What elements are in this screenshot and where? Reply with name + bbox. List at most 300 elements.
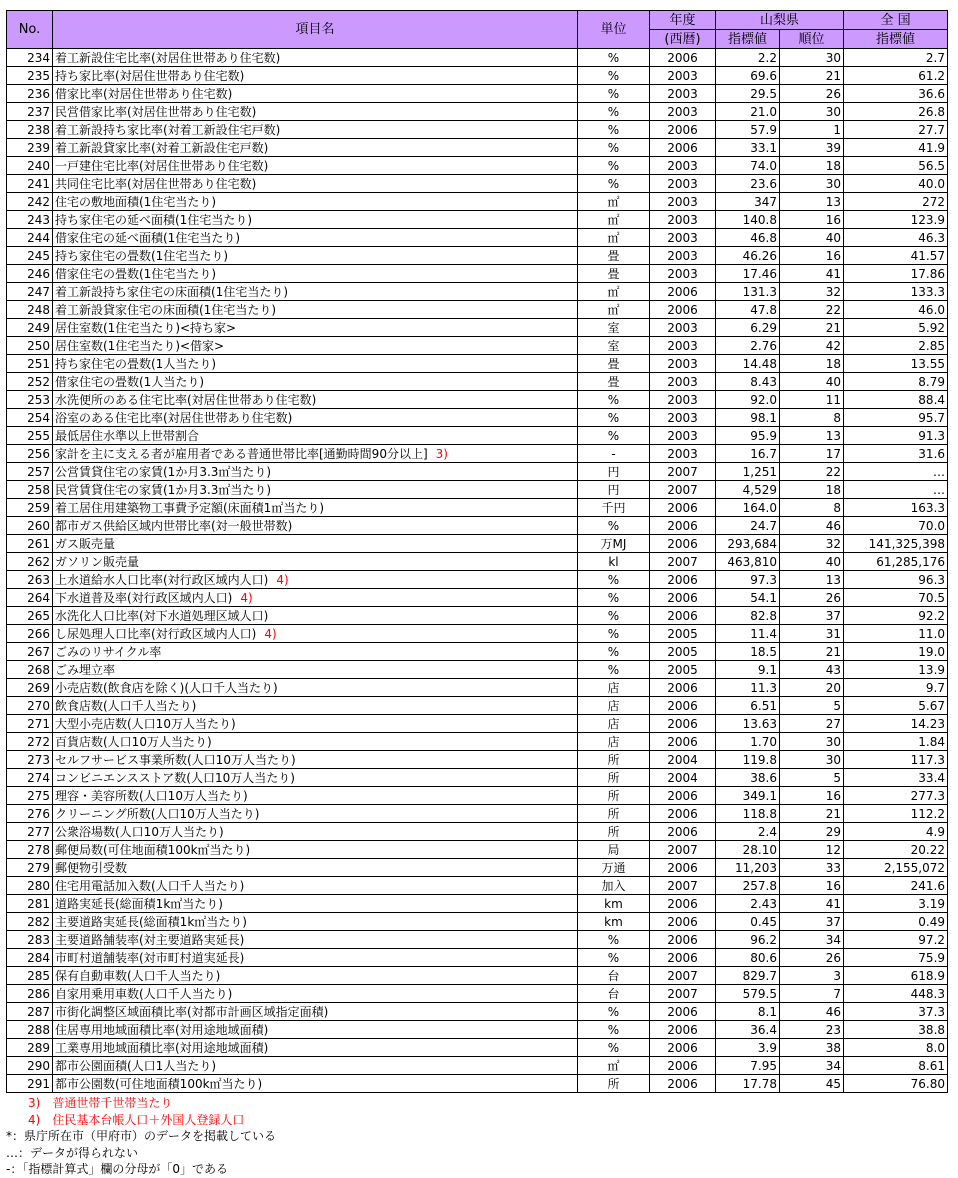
row-note-ref: 4) [240,590,253,605]
row-name-text: 主要道路実延長(総面積1k㎡当たり) [55,914,247,929]
row-no: 265 [7,607,53,625]
row-no: 237 [7,103,53,121]
row-name [53,643,578,661]
row-unit: ㎡ [578,193,650,211]
table-row [7,553,948,571]
row-no: 260 [7,517,53,535]
row-no: 251 [7,355,53,373]
row-rank: 26 [780,949,844,967]
row-no: 288 [7,1021,53,1039]
row-unit: % [578,589,650,607]
row-unit: 円 [578,481,650,499]
row-note-ref: 3) [435,446,448,461]
row-name-text: 民営賃貸住宅の家賃(1か月3.3㎡当たり) [55,482,272,497]
row-year: 2007 [650,967,716,985]
footnote-dots: …：データが得られない [6,1145,139,1160]
row-unit: 台 [578,985,650,1003]
row-name-text: 大型小売店数(人口10万人当たり) [55,716,236,731]
table-row [7,175,948,193]
row-name-text: 浴室のある住宅比率(対居住世帯あり住宅数) [55,410,293,425]
row-indicator: 118.8 [716,805,780,823]
row-year: 2003 [650,157,716,175]
row-name-text: ガス販売量 [55,536,116,551]
row-national: 141,325,398 [844,535,948,553]
row-name [53,229,578,247]
row-name-text: 一戸建住宅比率(対居住世帯あり住宅数) [55,158,269,173]
row-unit: ㎡ [578,301,650,319]
row-name [53,517,578,535]
row-year: 2004 [650,751,716,769]
row-year: 2006 [650,1021,716,1039]
row-year: 2006 [650,607,716,625]
row-rank: 11 [780,391,844,409]
row-name [53,49,578,67]
row-indicator: 1,251 [716,463,780,481]
row-national: 133.3 [844,283,948,301]
row-national: 1.84 [844,733,948,751]
row-no: 274 [7,769,53,787]
row-no: 280 [7,877,53,895]
row-year: 2007 [650,553,716,571]
table-row [7,679,948,697]
row-indicator: 82.8 [716,607,780,625]
row-unit: 万MJ [578,535,650,553]
row-name [53,85,578,103]
row-rank: 30 [780,103,844,121]
row-name-text: 着工新設貸家比率(対着工新設住宅戸数) [55,140,269,155]
table-row [7,283,948,301]
row-national: 88.4 [844,391,948,409]
row-no: 255 [7,427,53,445]
row-name-text: ガソリン販売量 [55,554,140,569]
row-indicator: 17.78 [716,1075,780,1093]
row-name-text: 工業専用地域面積比率(対用途地域面積) [55,1040,269,1055]
row-unit: 店 [578,679,650,697]
footnote-dash: -：「指標計算式」欄の分母が「0」である [6,1162,228,1176]
table-row [7,1039,948,1057]
row-name [53,211,578,229]
row-unit: % [578,931,650,949]
row-national: 20.22 [844,841,948,859]
row-year: 2006 [650,823,716,841]
table-row [7,1021,948,1039]
row-no: 238 [7,121,53,139]
row-indicator: 4,529 [716,481,780,499]
row-national: 163.3 [844,499,948,517]
row-national: 75.9 [844,949,948,967]
table-row [7,1057,948,1075]
row-no: 245 [7,247,53,265]
table-row [7,895,948,913]
row-indicator: 33.1 [716,139,780,157]
row-national: … [844,463,948,481]
row-indicator: 47.8 [716,301,780,319]
row-no: 283 [7,931,53,949]
header-year: 年度 [650,11,716,30]
row-unit: % [578,1003,650,1021]
row-national: 46.0 [844,301,948,319]
row-name [53,931,578,949]
row-name-text: 持ち家住宅の延べ面積(1住宅当たり) [55,212,252,227]
row-name-text: 持ち家住宅の畳数(1住宅当たり) [55,248,228,263]
row-national: 91.3 [844,427,948,445]
row-rank: 46 [780,517,844,535]
row-year: 2006 [650,1039,716,1057]
row-no: 266 [7,625,53,643]
row-indicator: 6.29 [716,319,780,337]
table-row [7,859,948,877]
table-row [7,211,948,229]
row-no: 279 [7,859,53,877]
row-unit: 畳 [578,265,650,283]
row-rank: 41 [780,265,844,283]
row-unit: ㎡ [578,229,650,247]
row-no: 263 [7,571,53,589]
row-rank: 3 [780,967,844,985]
table-row [7,643,948,661]
row-no: 243 [7,211,53,229]
row-no: 290 [7,1057,53,1075]
header-no: No. [7,11,53,49]
row-year: 2003 [650,85,716,103]
row-no: 291 [7,1075,53,1093]
row-name-text: 最低居住水準以上世帯割合 [55,428,200,443]
row-name-text: 市町村道舗装率(対市町村道実延長) [55,950,245,965]
table-row [7,931,948,949]
row-unit: 台 [578,967,650,985]
row-unit: 所 [578,805,650,823]
row-name-text: 持ち家住宅の畳数(1人当たり) [55,356,216,371]
row-name [53,607,578,625]
row-no: 272 [7,733,53,751]
row-name [53,481,578,499]
row-name [53,1075,578,1093]
row-name-text: 公営賃貸住宅の家賃(1か月3.3㎡当たり) [55,464,272,479]
row-indicator: 349.1 [716,787,780,805]
row-name-text: 居住室数(1住宅当たり)<借家> [55,338,225,353]
row-name [53,751,578,769]
row-indicator: 2.76 [716,337,780,355]
row-rank: 31 [780,625,844,643]
row-no: 289 [7,1039,53,1057]
row-rank: 18 [780,355,844,373]
row-indicator: 2.2 [716,49,780,67]
row-indicator: 257.8 [716,877,780,895]
row-unit: % [578,139,650,157]
row-unit: % [578,607,650,625]
header-year-sub: (西暦) [650,30,716,49]
row-indicator: 21.0 [716,103,780,121]
row-rank: 40 [780,229,844,247]
table-body [7,49,948,1093]
row-year: 2007 [650,877,716,895]
row-name [53,841,578,859]
row-rank: 32 [780,535,844,553]
table-row [7,715,948,733]
row-indicator: 18.5 [716,643,780,661]
row-rank: 40 [780,373,844,391]
row-no: 244 [7,229,53,247]
table-row [7,373,948,391]
row-national: 8.0 [844,1039,948,1057]
table-row [7,337,948,355]
row-year: 2006 [650,895,716,913]
row-unit: % [578,571,650,589]
row-name [53,373,578,391]
row-name [53,679,578,697]
table-row [7,805,948,823]
row-unit: 所 [578,1075,650,1093]
row-indicator: 1.70 [716,733,780,751]
row-unit: % [578,391,650,409]
row-indicator: 17.46 [716,265,780,283]
row-unit: 畳 [578,247,650,265]
row-national: 97.2 [844,931,948,949]
row-indicator: 3.9 [716,1039,780,1057]
row-name [53,409,578,427]
row-year: 2007 [650,985,716,1003]
row-no: 273 [7,751,53,769]
row-rank: 23 [780,1021,844,1039]
row-rank: 30 [780,751,844,769]
row-name-text: 住居専用地域面積比率(対用途地域面積) [55,1022,269,1037]
row-name-text: 着工新設持ち家比率(対着工新設住宅戸数) [55,122,281,137]
table-row [7,319,948,337]
row-unit: 店 [578,697,650,715]
row-no: 262 [7,553,53,571]
row-national: 241.6 [844,877,948,895]
row-indicator: 24.7 [716,517,780,535]
row-name-text: ごみのリサイクル率 [55,644,162,659]
table-row [7,409,948,427]
row-year: 2003 [650,175,716,193]
row-name [53,157,578,175]
row-name-text: 道路実延長(総面積1k㎡当たり) [55,896,223,911]
row-unit: 店 [578,715,650,733]
row-no: 258 [7,481,53,499]
table-row [7,841,948,859]
row-unit: 畳 [578,355,650,373]
row-year: 2003 [650,355,716,373]
row-year: 2003 [650,103,716,121]
row-national: 2.85 [844,337,948,355]
row-indicator: 164.0 [716,499,780,517]
row-national: 13.9 [844,661,948,679]
table-row [7,661,948,679]
row-year: 2003 [650,211,716,229]
row-name-text: 住宅用電話加入数(人口千人当たり) [55,878,245,893]
row-unit: 室 [578,337,650,355]
row-unit: 店 [578,733,650,751]
row-indicator: 97.3 [716,571,780,589]
row-national: 37.3 [844,1003,948,1021]
header-national: 全 国 [844,11,948,30]
row-name-text: 共同住宅比率(対居住世帯あり住宅数) [55,176,257,191]
row-name [53,193,578,211]
row-year: 2006 [650,697,716,715]
row-rank: 30 [780,49,844,67]
row-national: 96.3 [844,571,948,589]
row-name-text: 小売店数(飲食店を除く)(人口千人当たり) [55,680,278,695]
row-name [53,859,578,877]
row-year: 2006 [650,715,716,733]
row-name-text: 持ち家比率(対居住世帯あり住宅数) [55,68,245,83]
table-row [7,787,948,805]
row-indicator: 11,203 [716,859,780,877]
row-year: 2006 [650,733,716,751]
row-no: 257 [7,463,53,481]
table-row [7,463,948,481]
row-national: 11.0 [844,625,948,643]
header-row-top [7,11,948,30]
row-rank: 27 [780,715,844,733]
row-national: 95.7 [844,409,948,427]
table-row [7,85,948,103]
row-no: 267 [7,643,53,661]
table-row [7,301,948,319]
table-row [7,571,948,589]
row-name-text: コンビニエンスストア数(人口10万人当たり) [55,770,295,785]
table-row [7,445,948,463]
row-note-ref: 4) [264,626,277,641]
row-indicator: 9.1 [716,661,780,679]
row-name [53,355,578,373]
row-unit: % [578,661,650,679]
row-no: 264 [7,589,53,607]
row-year: 2006 [650,301,716,319]
row-name-text: し尿処理人口比率(対行政区域内人口) [55,626,257,641]
row-national: 56.5 [844,157,948,175]
row-name-text: 保有自動車数(人口千人当たり) [55,968,221,983]
header-prefecture: 山梨県 [716,11,844,30]
row-rank: 34 [780,931,844,949]
row-name-text: 住宅の敷地面積(1住宅当たり) [55,194,216,209]
footnote-star: *：県庁所在市（甲府市）のデータを掲載している [6,1129,277,1143]
row-year: 2006 [650,787,716,805]
row-national: 70.0 [844,517,948,535]
row-name-text: 水洗化人口比率(対下水道処理区域人口) [55,608,269,623]
row-year: 2006 [650,589,716,607]
row-rank: 8 [780,499,844,517]
table-row [7,265,948,283]
row-year: 2003 [650,445,716,463]
row-year: 2006 [650,1075,716,1093]
row-year: 2007 [650,463,716,481]
row-rank: 41 [780,895,844,913]
row-national: 46.3 [844,229,948,247]
row-no: 268 [7,661,53,679]
row-national: 38.8 [844,1021,948,1039]
row-national: 8.79 [844,373,948,391]
row-unit: % [578,49,650,67]
row-no: 286 [7,985,53,1003]
row-name-text: 百貨店数(人口10万人当たり) [55,734,212,749]
row-unit: % [578,103,650,121]
row-rank: 37 [780,913,844,931]
row-indicator: 8.1 [716,1003,780,1021]
row-name [53,589,578,607]
table-row [7,535,948,553]
row-name-text: 着工新設貸家住宅の床面積(1住宅当たり) [55,302,276,317]
row-year: 2005 [650,643,716,661]
row-no: 248 [7,301,53,319]
row-rank: 18 [780,481,844,499]
row-indicator: 57.9 [716,121,780,139]
row-indicator: 347 [716,193,780,211]
row-year: 2003 [650,373,716,391]
row-national: 36.6 [844,85,948,103]
row-year: 2006 [650,931,716,949]
row-unit: 加入 [578,877,650,895]
footnotes [6,1095,947,1178]
row-rank: 39 [780,139,844,157]
row-national: … [844,481,948,499]
row-national: 123.9 [844,211,948,229]
row-name [53,823,578,841]
table-row [7,247,948,265]
table-row [7,967,948,985]
table-row [7,481,948,499]
row-year: 2006 [650,499,716,517]
row-rank: 13 [780,571,844,589]
row-name-text: 自家用乗用車数(人口千人当たり) [55,986,233,1001]
row-name [53,445,578,463]
row-year: 2006 [650,139,716,157]
indicator-table-container [6,10,947,1178]
row-national: 19.0 [844,643,948,661]
row-name [53,967,578,985]
row-national: 277.3 [844,787,948,805]
row-indicator: 0.45 [716,913,780,931]
row-national: 27.7 [844,121,948,139]
row-national: 92.2 [844,607,948,625]
row-indicator: 46.26 [716,247,780,265]
row-rank: 33 [780,859,844,877]
row-indicator: 69.6 [716,67,780,85]
row-name-text: 着工新設住宅比率(対居住世帯あり住宅数) [55,50,281,65]
table-row [7,733,948,751]
table-row [7,769,948,787]
row-name-text: 都市ガス供給区域内世帯比率(対一般世帯数) [55,518,293,533]
row-name [53,337,578,355]
row-unit: 千円 [578,499,650,517]
row-name-text: 居住室数(1住宅当たり)<持ち家> [55,320,237,335]
row-unit: 円 [578,463,650,481]
row-national: 0.49 [844,913,948,931]
row-indicator: 119.8 [716,751,780,769]
row-name [53,121,578,139]
row-rank: 29 [780,823,844,841]
row-national: 5.92 [844,319,948,337]
row-unit: % [578,517,650,535]
row-no: 275 [7,787,53,805]
row-unit: kl [578,553,650,571]
row-no: 282 [7,913,53,931]
row-no: 239 [7,139,53,157]
row-indicator: 38.6 [716,769,780,787]
row-unit: % [578,175,650,193]
row-rank: 16 [780,247,844,265]
row-rank: 43 [780,661,844,679]
row-name [53,553,578,571]
table-row [7,697,948,715]
row-national: 26.8 [844,103,948,121]
row-national: 3.19 [844,895,948,913]
row-unit: 局 [578,841,650,859]
row-year: 2003 [650,247,716,265]
row-year: 2006 [650,913,716,931]
row-name-text: ごみ埋立率 [55,662,116,677]
